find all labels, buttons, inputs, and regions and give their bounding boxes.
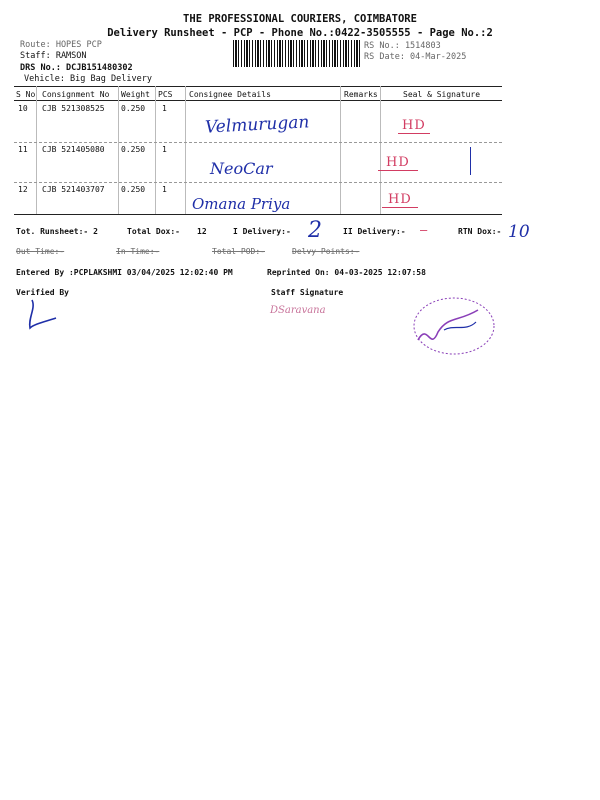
total-dox-label: Total Dox:- [127, 227, 180, 236]
consignee-handwriting: Velmurugan [204, 112, 310, 138]
rs-date: RS Date: 04-Mar-2025 [364, 52, 467, 62]
i-delivery-label: I Delivery:- [233, 227, 291, 236]
row-consignment: CJB 521403707 [42, 185, 105, 194]
col-header-consignment: Consignment No [42, 90, 110, 99]
rs-number: RS No.: 1514803 [364, 41, 441, 51]
table-header-rule [14, 100, 502, 101]
table-top-rule [14, 86, 502, 87]
delvy-points: Delvy Points:- [292, 247, 360, 256]
col-header-weight: Weight [121, 90, 150, 99]
runsheet-subtitle: Delivery Runsheet - PCP - Phone No.:0422-3505555 - Page No.:2 [107, 27, 493, 39]
table-bottom-rule [14, 214, 502, 215]
rtn-dox-hand: 10 [508, 222, 530, 242]
verified-signature [22, 296, 62, 336]
verified-by-label: Verified By [16, 288, 69, 297]
col-header-pcs: PCS [158, 90, 173, 99]
row-pcs: 1 [162, 185, 167, 194]
row-pcs: 1 [162, 145, 167, 154]
row-sno: 10 [18, 104, 28, 113]
staff-signature-label: Staff Signature [271, 288, 344, 297]
seal-stamp: HD [398, 118, 430, 134]
entered-by: Entered By :PCPLAKSHMI 03/04/2025 12:02:40 PM [16, 268, 233, 277]
staff-signature-hand: DSaravana [270, 305, 326, 316]
col-header-sno: S No [16, 90, 36, 99]
route-text: Route: HOPES PCP [20, 40, 102, 50]
total-dox-value: 12 [197, 227, 207, 236]
row-weight: 0.250 [121, 185, 146, 194]
row-pcs: 1 [162, 104, 167, 113]
col-header-consignee: Consignee Details [189, 90, 271, 99]
barcode-image [233, 40, 361, 67]
in-time: In Time:- [116, 247, 160, 256]
rtn-dox-label: RTN Dox:- [458, 227, 502, 236]
col-header-remarks: Remarks [344, 90, 378, 99]
tot-runsheet: Tot. Runsheet:- 2 [16, 227, 98, 236]
col-header-seal: Seal & Signature [403, 90, 481, 99]
consignee-handwriting: Omana Priya [192, 195, 291, 213]
drs-number: DRS No.: DCJB151480302 [20, 63, 133, 73]
pen-stroke [470, 147, 471, 175]
ii-delivery-hand: — [420, 223, 428, 237]
company-title: THE PROFESSIONAL COURIERS, COIMBATORE [183, 13, 417, 25]
consignee-handwriting: NeoCar [210, 159, 273, 178]
out-time: Out Time:- [16, 247, 65, 256]
row-sno: 11 [18, 145, 28, 154]
row-consignment: CJB 521405080 [42, 145, 105, 154]
ii-delivery-label: II Delivery:- [343, 227, 406, 236]
row-weight: 0.250 [121, 104, 146, 113]
reprinted-on: Reprinted On: 04-03-2025 12:07:58 [267, 268, 426, 277]
office-seal-stamp [408, 292, 500, 360]
total-pod: Total POD:- [212, 247, 265, 256]
vehicle-text: Vehicle: Big Bag Delivery [24, 74, 152, 84]
row-consignment: CJB 521308525 [42, 104, 105, 113]
row-weight: 0.250 [121, 145, 146, 154]
seal-stamp: HD [378, 155, 418, 171]
seal-stamp: HD [382, 192, 418, 208]
row-sno: 12 [18, 185, 28, 194]
i-delivery-hand: 2 [308, 218, 322, 243]
staff-text: Staff: RAMSON [20, 51, 87, 61]
